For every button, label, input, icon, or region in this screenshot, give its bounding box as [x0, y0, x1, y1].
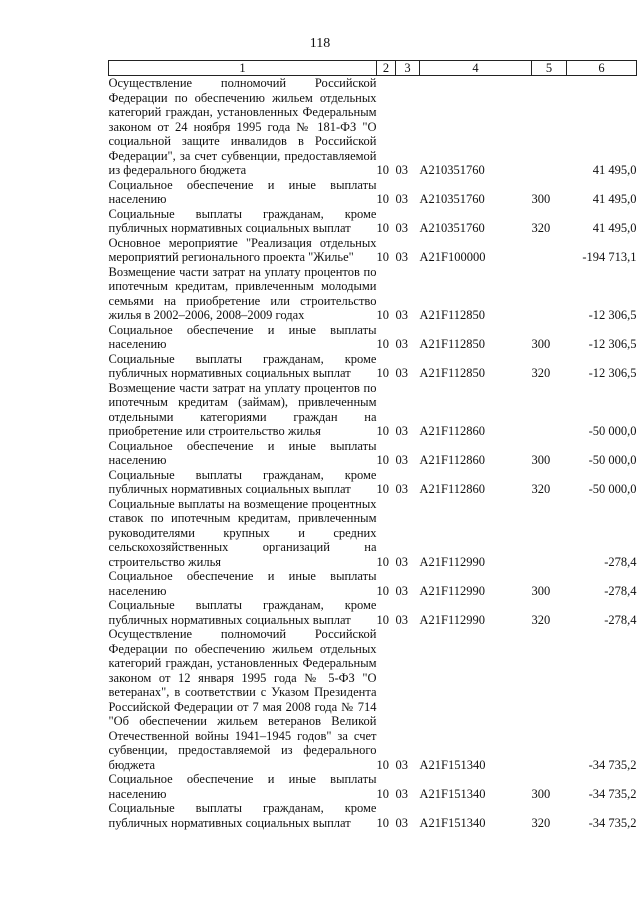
subsection-code: 03	[395, 250, 408, 264]
section-code: 10	[376, 366, 389, 380]
column-header: 5	[532, 61, 567, 76]
expense-type-code	[532, 627, 567, 772]
target-article-code: А21F112850	[419, 337, 486, 351]
row-description: Основное мероприятие "Реализация отдельных мероприятий регионального проекта "Жилье"	[108, 235, 377, 264]
row-description: Социальные выплаты гражданам, кроме публичных нормативных социальных выплат	[108, 351, 377, 380]
target-article-code: А21F112990	[419, 554, 486, 569]
row-description: Социальные выплаты гражданам, кроме публичных нормативных социальных выплат	[108, 598, 377, 627]
target-article-code: А21F112990	[419, 583, 486, 598]
table-row	[109, 627, 637, 772]
subsection-code: 03	[395, 554, 408, 569]
target-article-code: А21F151340	[419, 757, 486, 772]
expense-type-code	[532, 265, 567, 323]
row-description: Социальные выплаты на возмещение процентных ставок по ипотечным кредитам, привлеченным руководителями крупных и средних сельскохозяйственных организаций на строительство жилья	[108, 496, 377, 569]
section-code: 10	[376, 482, 389, 496]
table-row	[109, 468, 637, 497]
amount: -50 000,0	[588, 453, 637, 467]
row-description: Возмещение части затрат на уплату процентов по ипотечным кредитам (займам), привлеченным отдельными категориями граждан на приобретение или строительство жилья	[108, 380, 377, 438]
amount: 41 495,0	[592, 163, 637, 177]
section-code: 10	[376, 554, 389, 569]
table-row	[109, 207, 637, 236]
amount: -50 000,0	[588, 482, 637, 496]
target-article-code: А210351760	[419, 163, 485, 177]
row-description: Социальное обеспечение и иные выплаты населению	[108, 438, 377, 467]
row-description: Социальное обеспечение и иные выплаты населению	[108, 177, 377, 206]
section-code: 10	[376, 453, 389, 467]
page-number: 118	[309, 36, 331, 51]
expense-type-code	[532, 236, 567, 265]
column-header: 2	[377, 61, 396, 76]
target-article-code: А21F112860	[419, 453, 486, 467]
column-header: 1	[109, 61, 377, 76]
section-code: 10	[376, 221, 389, 235]
table-row	[109, 598, 637, 627]
subsection-code: 03	[395, 163, 408, 177]
amount: -34 735,2	[588, 786, 637, 801]
row-description: Осуществление полномочий Российской Федерации по обеспечению жильем отдельных категорий граждан, установленных Федеральным законом от 24 ноября 1995 года № 181-ФЗ "О социальной защите инвалидов в Российской Федерации", за счет субвенции, предоставляемой из федерального бюджета	[108, 76, 377, 177]
subsection-code: 03	[395, 583, 408, 598]
target-article-code: А21F112850	[419, 366, 486, 380]
amount: -12 306,5	[588, 337, 637, 351]
target-article-code: А21F151340	[419, 786, 486, 801]
target-article-code: А21F112860	[419, 482, 486, 496]
target-article-code: А210351760	[419, 192, 485, 206]
column-header: 4	[420, 61, 532, 76]
row-description: Социальное обеспечение и иные выплаты населению	[108, 569, 377, 598]
target-article-code: А21F100000	[419, 250, 486, 264]
expense-type-code: 300	[531, 453, 551, 467]
section-code: 10	[376, 424, 389, 438]
amount: -50 000,0	[588, 424, 637, 438]
table-row	[109, 178, 637, 207]
subsection-code: 03	[395, 786, 408, 801]
expense-type-code: 320	[531, 221, 551, 235]
expense-type-code: 300	[531, 192, 551, 206]
section-code: 10	[376, 815, 389, 830]
column-header: 3	[396, 61, 420, 76]
table-row	[109, 439, 637, 468]
section-code: 10	[376, 308, 389, 322]
section-code: 10	[376, 337, 389, 351]
table-row	[109, 76, 637, 178]
expense-type-code: 320	[531, 366, 551, 380]
row-description: Социальное обеспечение и иные выплаты населению	[108, 772, 377, 801]
amount: -12 306,5	[588, 308, 637, 322]
subsection-code: 03	[395, 815, 408, 830]
section-code: 10	[376, 757, 389, 772]
header-row	[109, 61, 637, 76]
section-code: 10	[376, 192, 389, 206]
target-article-code: А21F151340	[419, 815, 486, 830]
section-code: 10	[376, 612, 389, 627]
expense-type-code: 320	[531, 815, 551, 830]
subsection-code: 03	[395, 366, 408, 380]
amount: -278,4	[604, 612, 637, 627]
row-description: Возмещение части затрат на уплату процентов по ипотечным кредитам, привлеченным молодыми семьями на приобретение или строительство жилья в 2002–2006, 2008–2009 годах	[108, 264, 377, 322]
column-header: 6	[567, 61, 637, 76]
subsection-code: 03	[395, 221, 408, 235]
table-row	[109, 569, 637, 598]
amount: -194 713,1	[582, 250, 637, 264]
section-code: 10	[376, 786, 389, 801]
table-row	[109, 236, 637, 265]
subsection-code: 03	[395, 337, 408, 351]
budget-table	[108, 60, 637, 830]
row-description: Социальные выплаты гражданам, кроме публичных нормативных социальных выплат	[108, 467, 377, 496]
subsection-code: 03	[395, 424, 408, 438]
table-row	[109, 265, 637, 323]
amount: -278,4	[604, 554, 637, 569]
expense-type-code: 320	[531, 612, 551, 627]
row-description: Социальные выплаты гражданам, кроме публичных нормативных социальных выплат	[108, 801, 377, 830]
amount: -34 735,2	[588, 757, 637, 772]
table-row	[109, 323, 637, 352]
expense-type-code	[532, 381, 567, 439]
amount: -12 306,5	[588, 366, 637, 380]
amount: -34 735,2	[588, 815, 637, 830]
target-article-code: А21F112850	[419, 308, 486, 322]
section-code: 10	[376, 583, 389, 598]
amount: -278,4	[604, 583, 637, 598]
expense-type-code: 300	[531, 786, 551, 801]
target-article-code: А21F112860	[419, 424, 486, 438]
subsection-code: 03	[395, 192, 408, 206]
table-row	[109, 801, 637, 830]
expense-type-code: 300	[531, 337, 551, 351]
subsection-code: 03	[395, 757, 408, 772]
expense-type-code	[532, 76, 567, 178]
table-row	[109, 772, 637, 801]
subsection-code: 03	[395, 612, 408, 627]
subsection-code: 03	[395, 308, 408, 322]
amount: 41 495,0	[592, 221, 637, 235]
section-code: 10	[376, 163, 389, 177]
table-row	[109, 352, 637, 381]
table-body	[109, 76, 637, 831]
subsection-code: 03	[395, 482, 408, 496]
table-header	[109, 61, 637, 76]
subsection-code: 03	[395, 453, 408, 467]
amount: 41 495,0	[592, 192, 637, 206]
target-article-code: А21F112990	[419, 612, 486, 627]
row-description: Социальные выплаты гражданам, кроме публичных нормативных социальных выплат	[108, 206, 377, 235]
expense-type-code: 320	[531, 482, 551, 496]
table-row	[109, 497, 637, 570]
target-article-code: А210351760	[419, 221, 485, 235]
expense-type-code: 300	[531, 583, 551, 598]
row-description: Социальное обеспечение и иные выплаты населению	[108, 322, 377, 351]
section-code: 10	[376, 250, 389, 264]
table-row	[109, 381, 637, 439]
row-description: Осуществление полномочий Российской Федерации по обеспечению жильем отдельных категорий граждан, установленных Федеральным законом от 12 января 1995 года № 5-ФЗ "О ветеранах", в соответствии с Указом Президента Российской Федерации от 7 мая 2008 года № 714 "Об обеспечении жильем ветеранов Великой Отечественной войны 1941–1945 годов" за счет субвенции, предоставляемой из федерального бюджета	[108, 627, 377, 772]
expense-type-code	[532, 497, 567, 570]
